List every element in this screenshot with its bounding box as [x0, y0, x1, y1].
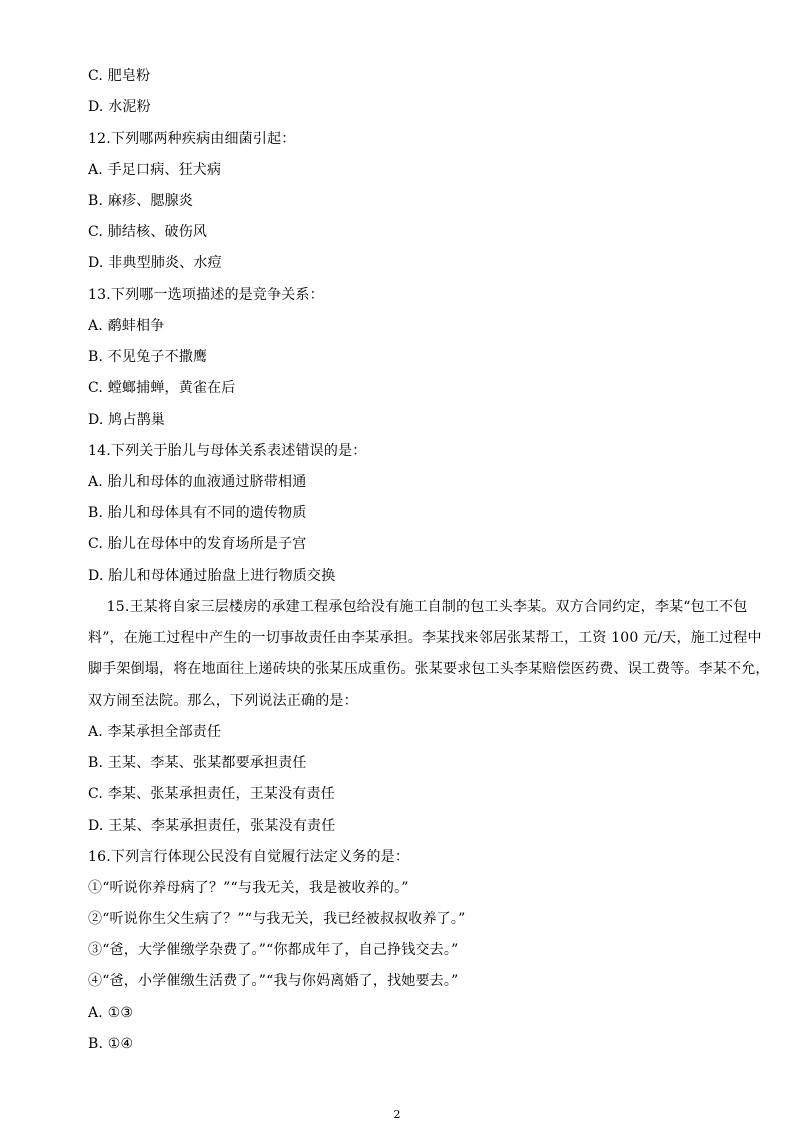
option-c-q15: C. 李某、张某承担责任，王某没有责任	[88, 786, 335, 802]
option-c-q11: C. 肥皂粉	[88, 68, 151, 84]
question-15-line-2: 料”，在施工过程中产生的一切事故责任由李某承担。李某找来邻居张某帮工，工资 100 元/天，施工过程中	[88, 630, 762, 646]
question-14: 14.下列关于胎儿与母体关系表述错误的是：	[88, 443, 367, 459]
option-c-q13: C. 螳螂捕蝉，黄雀在后	[88, 380, 236, 396]
option-d-q12: D. 非典型肺炎、水痘	[88, 255, 222, 271]
statement-4-q16: ④“爸，小学催缴生活费了。”“我与你妈离婚了，找她要去。”	[88, 973, 459, 989]
option-d-q13: D. 鸠占鹊巢	[88, 412, 166, 428]
option-b-q14: B. 胎儿和母体具有不同的遗传物质	[88, 505, 307, 521]
question-16: 16.下列言行体现公民没有自觉履行法定义务的是：	[88, 849, 410, 865]
page-number: 2	[393, 1108, 401, 1121]
option-d-q14: D. 胎儿和母体通过胎盘上进行物质交换	[88, 568, 336, 584]
option-b-q16: B. ①④	[88, 1036, 134, 1052]
statement-1-q16: ①“听说你养母病了？”“与我无关，我是被收养的。”	[88, 880, 409, 896]
option-c-q12: C. 肺结核、破伤风	[88, 224, 208, 240]
statement-2-q16: ②“听说你生父生病了？”“与我无关，我已经被叔叔收养了。”	[88, 911, 466, 927]
option-b-q15: B. 王某、李某、张某都要承担责任	[88, 755, 307, 771]
option-a-q15: A. 李某承担全部责任	[88, 724, 222, 740]
question-15-line-1: 15.王某将自家三层楼房的承建工程承包给没有施工自制的包工头李某。双方合同约定，李某“包工不包	[88, 599, 748, 615]
statement-3-q16: ③“爸，大学催缴学杂费了。”“你都成年了，自己挣钱交去。”	[88, 942, 459, 958]
option-d-q15: D. 王某、李某承担责任，张某没有责任	[88, 818, 336, 834]
option-b-q12: B. 麻疹、腮腺炎	[88, 193, 193, 209]
option-a-q14: A. 胎儿和母体的血液通过脐带相通	[88, 474, 307, 490]
option-c-q14: C. 胎儿在母体中的发育场所是子宫	[88, 536, 307, 552]
option-d-q11: D. 水泥粉	[88, 99, 151, 115]
option-b-q13: B. 不见兔子不撒鹰	[88, 349, 208, 365]
question-13: 13.下列哪一选项描述的是竞争关系：	[88, 287, 324, 303]
question-15-line-4: 双方闹至法院。那么，下列说法正确的是：	[88, 693, 358, 709]
question-12: 12.下列哪两种疾病由细菌引起：	[88, 131, 296, 147]
question-15-line-3: 脚手架倒塌，将在地面往上递砖块的张某压成重伤。张某要求包工头李某赔偿医药费、误工费等。李某不允，	[88, 661, 770, 677]
option-a-q12: A. 手足口病、狂犬病	[88, 162, 222, 178]
option-a-q13: A. 鹬蚌相争	[88, 318, 165, 334]
option-a-q16: A. ①③	[88, 1005, 134, 1021]
